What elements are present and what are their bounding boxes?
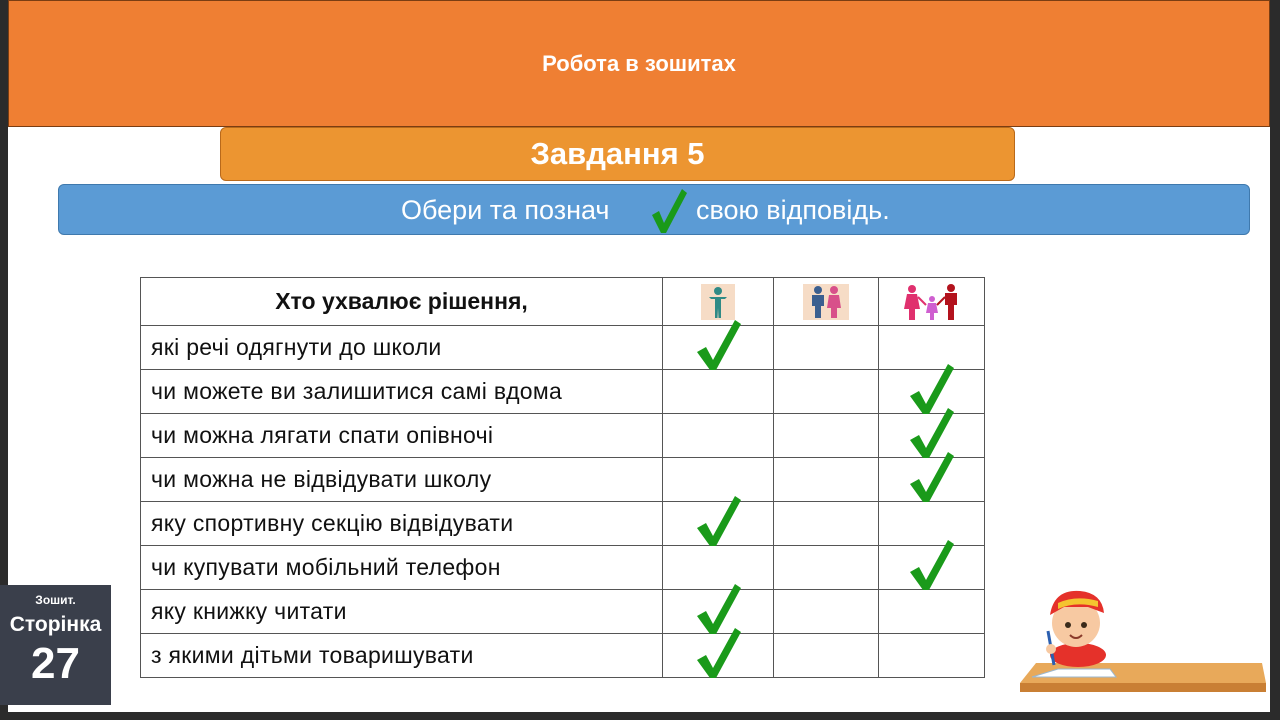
boy-writing-illustration — [1018, 585, 1268, 697]
question-cell: чи купувати мобільний телефон — [141, 546, 663, 590]
table-row — [141, 370, 985, 414]
answer-checkmark-icon — [695, 318, 743, 372]
table-row — [141, 590, 985, 634]
table-row — [141, 502, 985, 546]
task-title: Завдання 5 — [530, 136, 705, 171]
table-row — [141, 414, 985, 458]
answer-cell-family[interactable] — [879, 634, 985, 678]
instruction-text-start: Обери та познач — [401, 195, 610, 225]
question-cell: чи можна лягати спати опівночі — [141, 414, 663, 458]
answer-cell-family[interactable] — [879, 458, 985, 502]
question-cell: з якими дітьми товаришувати — [141, 634, 663, 678]
answer-cell-child[interactable] — [663, 326, 774, 370]
instruction-text-end: свою відповідь. — [696, 195, 890, 225]
table-row — [141, 546, 985, 590]
question-cell: які речі одягнути до школи — [141, 326, 663, 370]
answer-cell-child[interactable] — [663, 502, 774, 546]
question-cell: яку книжку читати — [141, 590, 663, 634]
question-header: Хто ухвалює рішення, — [141, 278, 663, 326]
answer-cell-child[interactable] — [663, 634, 774, 678]
answer-cell-parents[interactable] — [774, 634, 879, 678]
answer-checkmark-icon — [908, 538, 956, 592]
page-box-label: Зошит. — [35, 593, 76, 607]
answer-cell-child[interactable] — [663, 414, 774, 458]
answer-checkmark-icon — [908, 450, 956, 504]
family-icon — [902, 283, 962, 321]
page-box-page-label: Сторінка — [9, 613, 102, 636]
answer-checkmark-icon — [695, 494, 743, 548]
child-icon — [701, 284, 735, 320]
answer-cell-parents[interactable] — [774, 502, 879, 546]
instruction-bar — [58, 184, 1250, 235]
answer-checkmark-icon — [695, 626, 743, 680]
task-title-bar — [220, 127, 1015, 181]
question-cell: яку спортивну секцію відвідувати — [141, 502, 663, 546]
question-cell: чи можете ви залишитися самі вдома — [141, 370, 663, 414]
answer-cell-child[interactable] — [663, 370, 774, 414]
table-header-row — [141, 278, 985, 326]
column-parents — [774, 278, 879, 326]
table-row — [141, 458, 985, 502]
answer-cell-parents[interactable] — [774, 546, 879, 590]
answer-cell-parents[interactable] — [774, 590, 879, 634]
decision-table — [140, 277, 985, 678]
header-banner — [8, 0, 1270, 127]
table-row — [141, 326, 985, 370]
answer-cell-family[interactable] — [879, 546, 985, 590]
table-row — [141, 634, 985, 678]
column-family — [879, 278, 985, 326]
header-title: Робота в зошитах — [542, 50, 736, 76]
answer-cell-parents[interactable] — [774, 458, 879, 502]
page-number: 27 — [31, 639, 80, 688]
answer-cell-family[interactable] — [879, 590, 985, 634]
answer-cell-parents[interactable] — [774, 414, 879, 458]
question-cell: чи можна не відвідувати школу — [141, 458, 663, 502]
answer-cell-parents[interactable] — [774, 326, 879, 370]
workbook-page-box — [0, 585, 111, 705]
checkmark-icon — [649, 187, 689, 235]
parents-icon — [803, 284, 849, 320]
answer-cell-parents[interactable] — [774, 370, 879, 414]
